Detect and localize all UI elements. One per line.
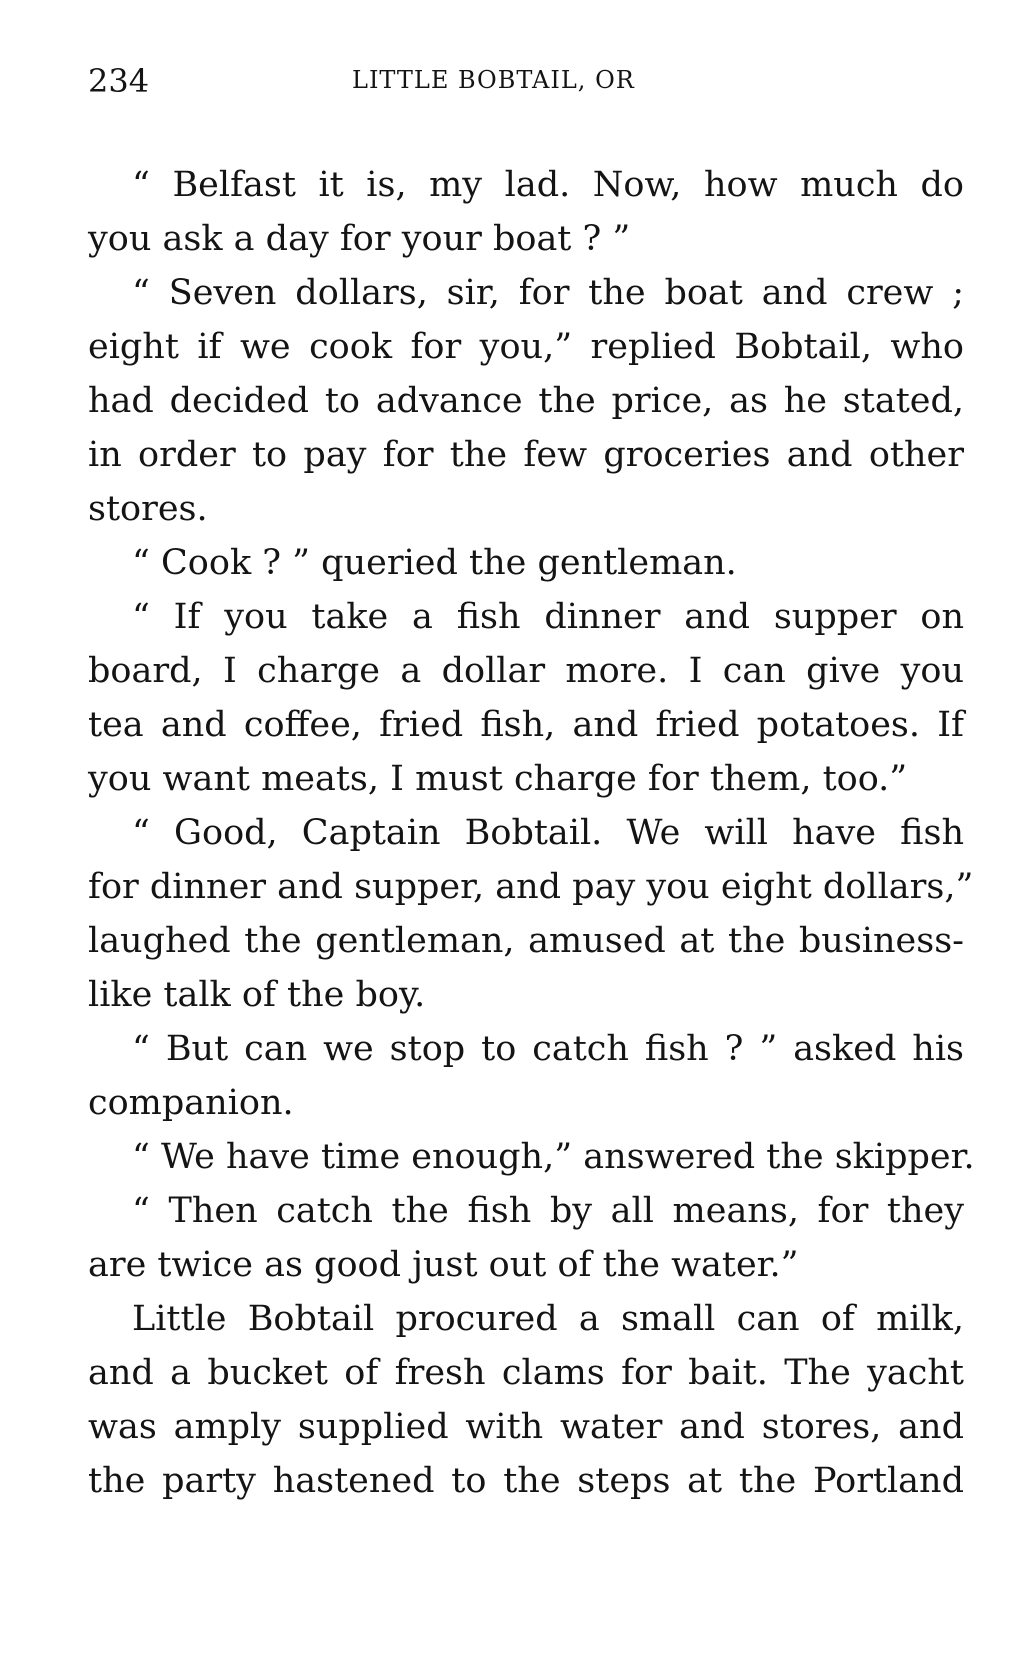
text-line: companion. <box>88 1083 294 1123</box>
text-line: like talk of the boy. <box>88 975 426 1015</box>
text-line: “ We have time enough,” answered the skipper. <box>132 1137 975 1177</box>
book-page <box>88 62 975 1508</box>
text-line: “ But can we stop to catch fish ? ” asked his <box>132 1029 964 1069</box>
text-line: “ Then catch the fish by all means, for they <box>132 1191 964 1231</box>
running-head: LITTLE BOBTAIL, OR <box>352 66 635 94</box>
text-line: “ Seven dollars, sir, for the boat and crew ; <box>132 273 964 313</box>
text-line: “ Belfast it is, my lad. Now, how much do <box>132 165 964 205</box>
text-line: for dinner and supper, and pay you eight dollars,” <box>88 867 974 907</box>
text-line: Little Bobtail procured a small can of milk, <box>132 1299 964 1339</box>
text-line: “ If you take a fish dinner and supper on <box>132 597 964 637</box>
text-line: you want meats, I must charge for them, too.” <box>88 759 908 799</box>
text-line: the party hastened to the steps at the Portland <box>88 1461 964 1501</box>
text-line: “ Cook ? ” queried the gentleman. <box>132 543 737 583</box>
text-line: laughed the gentleman, amused at the business- <box>88 921 964 961</box>
text-line: you ask a day for your boat ? ” <box>88 219 631 259</box>
text-line: and a bucket of fresh clams for bait. The yacht <box>88 1353 964 1393</box>
body-text <box>88 158 975 1508</box>
page-number: 234 <box>88 62 150 100</box>
text-line: was amply supplied with water and stores, and <box>88 1407 964 1447</box>
page-header <box>88 62 964 112</box>
text-line: had decided to advance the price, as he stated, <box>88 381 964 421</box>
text-line: board, I charge a dollar more. I can give you <box>88 651 964 691</box>
text-line: are twice as good just out of the water.” <box>88 1245 799 1285</box>
text-line: stores. <box>88 489 208 529</box>
text-line: “ Good, Captain Bobtail. We will have fish <box>132 813 964 853</box>
text-line: eight if we cook for you,” replied Bobtail, who <box>88 327 964 367</box>
text-line: in order to pay for the few groceries and other <box>88 435 964 475</box>
text-line: tea and coffee, fried fish, and fried potatoes. If <box>88 705 964 745</box>
